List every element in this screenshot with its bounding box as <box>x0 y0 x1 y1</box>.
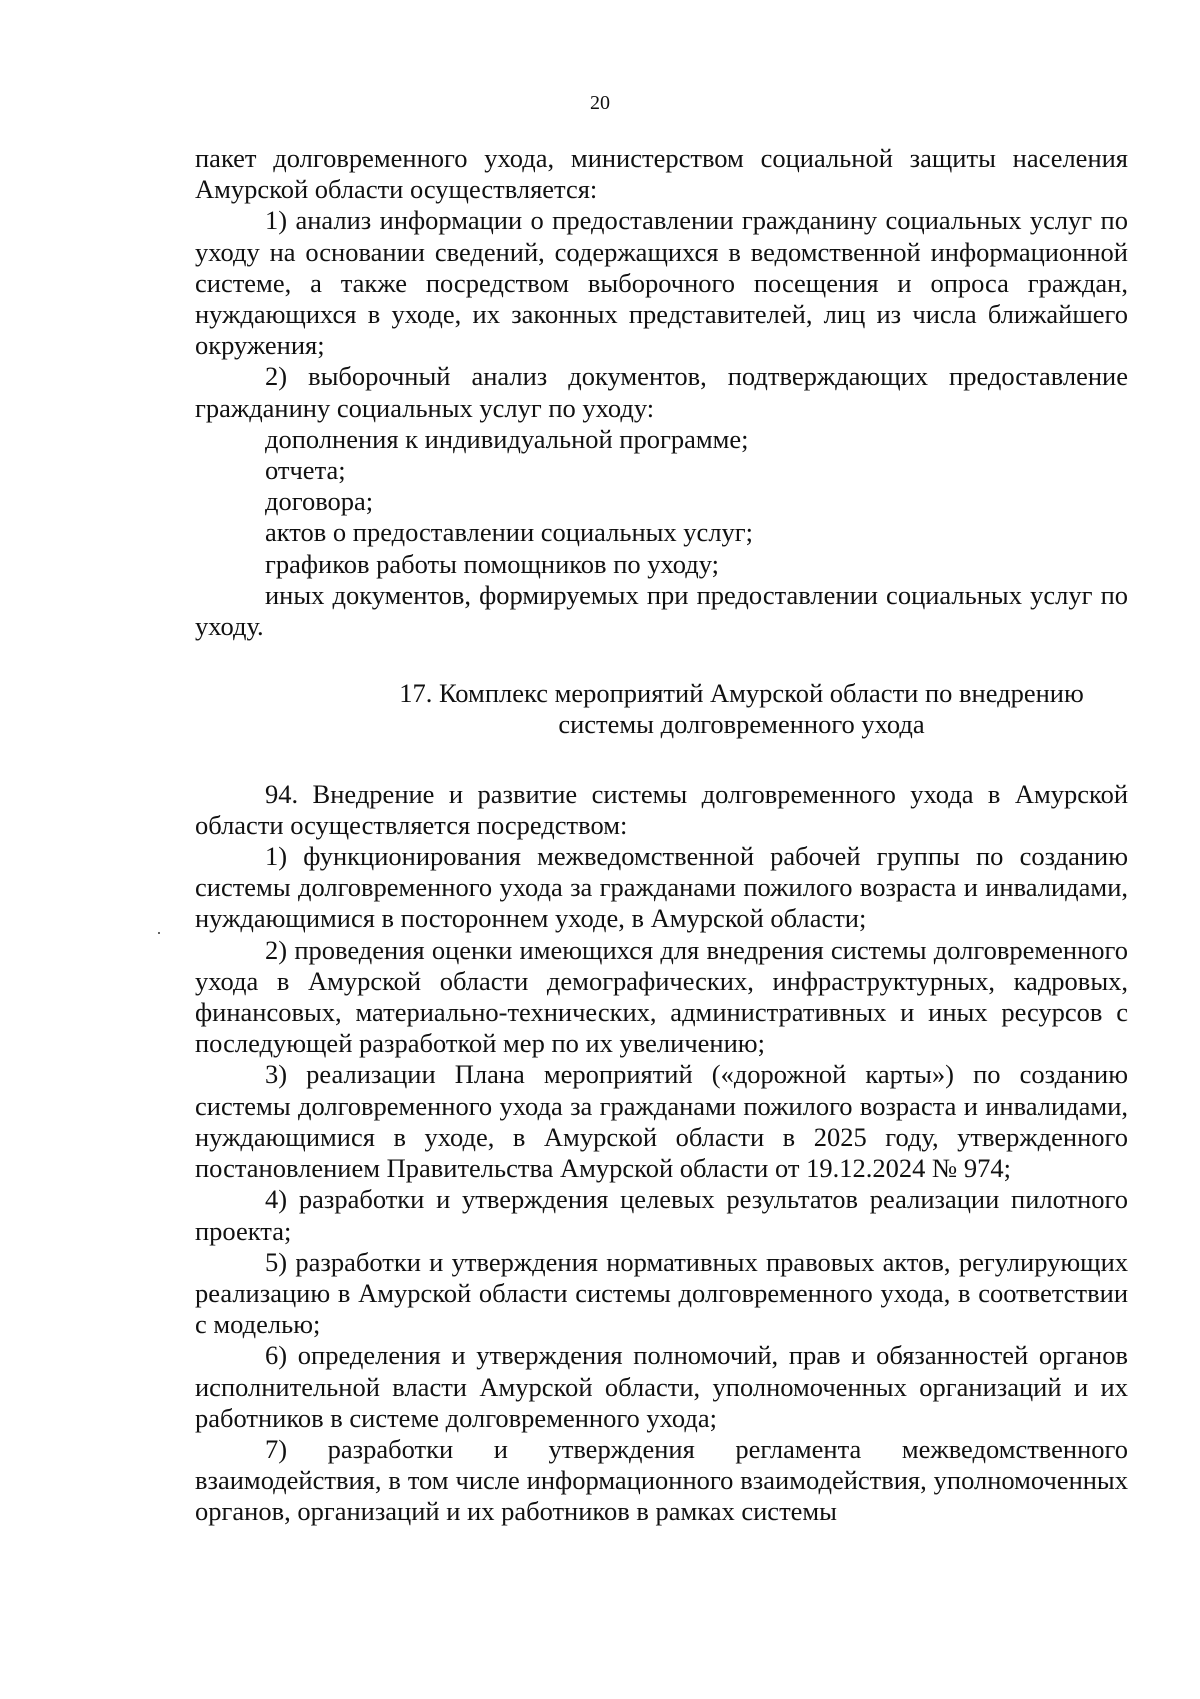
paragraph: 94. Внедрение и развитие системы долговременного ухода в Амурской области осуществляется посредством: <box>195 778 1128 840</box>
paragraph: графиков работы помощников по уходу; <box>265 548 719 579</box>
paragraph: отчета; <box>265 455 346 486</box>
paragraph: 1) анализ информации о предоставлении гражданину социальных услуг по уходу на основании сведений, содержащихся в ведомственной информационной системе, а также посредством выборочного посещения и опроса граждан, нуждающихся в уходе, их законных представителей, лиц из числа ближайшего окружения; <box>195 205 1128 361</box>
scan-speck <box>158 932 160 934</box>
paragraph: 1) функционирования межведомственной рабочей группы по созданию системы долговременного ухода за гражданами пожилого возраста и инвалидами, нуждающимися в постороннем уходе, в Амурской области; <box>195 841 1128 934</box>
paragraph: 7) разработки и утверждения регламента межведомственного взаимодействия, в том числе информационного взаимодействия, уполномоченных органов, организаций и их работников в рамках системы <box>195 1433 1128 1527</box>
paragraph: 5) разработки и утверждения нормативных правовых актов, регулирующих реализацию в Амурской области системы долговременного ухода, в соответствии с моделью; <box>195 1246 1128 1340</box>
section-heading <box>195 678 1128 740</box>
paragraph: договора; <box>265 486 374 517</box>
paragraph: пакет долговременного ухода, министерством социальной защиты населения Амурской области осуществляется: <box>195 143 1128 205</box>
document-body <box>195 143 1128 1528</box>
paragraph: 6) определения и утверждения полномочий, прав и обязанностей органов исполнительной власти Амурской области, уполномоченных организаций и их работников в системе долговременного ухода; <box>195 1340 1128 1433</box>
paragraph: дополнения к индивидуальной программе; <box>265 423 749 454</box>
paragraph: 2) проведения оценки имеющихся для внедрения системы долговременного ухода в Амурской области демографических, инфраструктурных, кадровых, финансовых, материально-технических, административных и иных ресурсов с последующей разработкой мер по их увеличению; <box>195 934 1128 1059</box>
page-number: 20 <box>590 92 610 114</box>
section-heading-line-1: 17. Комплекс мероприятий Амурской области по внедрению <box>399 678 1084 709</box>
paragraph: актов о предоставлении социальных услуг; <box>265 517 754 548</box>
paragraph: 2) выборочный анализ документов, подтверждающих предоставление гражданину социальных услуг по уходу: <box>195 361 1128 423</box>
paragraphs-top <box>195 143 1128 642</box>
paragraphs-bottom <box>195 779 1128 1528</box>
paragraph: иных документов, формируемых при предоставлении социальных услуг по уходу. <box>195 579 1128 642</box>
section-heading-line-2: системы долговременного ухода <box>558 709 925 740</box>
paragraph: 3) реализации Плана мероприятий («дорожной карты») по созданию системы долговременного ухода за гражданами пожилого возраста и инвалидами, нуждающимися в уходе, в Амурской области в 2025 году, утвержденного постановлением Правительства Амурской области от 19.12.2024 № 974; <box>195 1059 1128 1184</box>
paragraph: 4) разработки и утверждения целевых результатов реализации пилотного проекта; <box>195 1184 1128 1246</box>
